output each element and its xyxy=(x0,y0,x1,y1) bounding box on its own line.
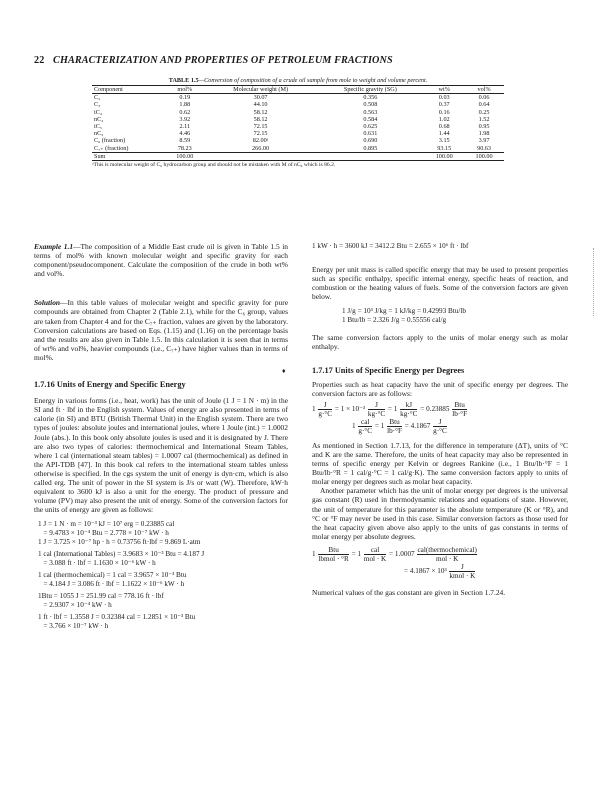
table-cell: 90.63 xyxy=(477,144,492,152)
table-cell: nC₅ xyxy=(94,130,104,138)
table-cell: 0.584 xyxy=(363,115,378,123)
table-cell: 3.97 xyxy=(478,137,490,145)
fraction-numerator: cal(thermochemical) xyxy=(417,545,477,554)
table-cell: 0.37 xyxy=(438,101,450,109)
heat-capacity-eq-a xyxy=(312,401,568,418)
table-cell: C₃ xyxy=(94,101,101,109)
energy-equation-line: = 3.088 ft · lbf = 1.1630 × 10⁻⁶ kW · h xyxy=(38,559,156,568)
table-footnote: ᵃThis is molecular weight of C₆ hydrocarbon group and should not be mistaken with M of nC₆ which is 86.2. xyxy=(92,162,336,169)
fraction-denominator: lb·°F xyxy=(387,426,402,435)
eq-b-lead: 1 xyxy=(352,422,356,430)
solution-label: Solution xyxy=(34,298,61,308)
table-cell: 82.00ᵃ xyxy=(252,137,269,145)
energy-equation-line: = 4.184 J = 3.086 ft · lbf = 1.1622 × 10⁻⁶ kW · h xyxy=(38,580,185,589)
specific-energy-paragraph: Energy per unit mass is called specific energy that may be used to present properties such as specific enthalpy, specific internal energy, specific heats of reaction, and combustion or the heating values of fuels. Some of the conversion factors are given below. xyxy=(312,265,568,302)
table-cell: 0.19 xyxy=(179,94,191,102)
fraction xyxy=(364,546,386,563)
fraction-numerator: Btu xyxy=(452,401,467,410)
example-text: —The composition of a Middle East crude oil is given in Table 1.5 in terms of mol% with known molecular weight and specific gravity for each component/pseudocomponent. Calculate the composition of the crude in both wt% and vol%. xyxy=(34,242,288,279)
table-cell: 1.02 xyxy=(438,115,450,123)
table-cell: C₂ xyxy=(94,94,101,102)
table-cell: 58.12 xyxy=(253,108,268,116)
energy-equation-line: = 9.4783 × 10⁻⁴ Btu = 2.778 × 10⁻⁷ kW · h xyxy=(38,529,169,538)
fraction-denominator: mol · K xyxy=(436,554,459,563)
table-cell: iC₅ xyxy=(94,123,103,131)
table-cell xyxy=(316,152,424,160)
fraction-numerator: J xyxy=(433,418,447,427)
heat-capacity-paragraph: Properties such as heat capacity have the unit of specific energy per degrees. The conversion factors are as follows: xyxy=(312,379,568,398)
table-cell: 0.95 xyxy=(478,123,490,131)
eq-b-mid: = 1 xyxy=(374,422,385,430)
section-heading-1717: 1.7.17 Units of Specific Energy per Degrees xyxy=(312,365,465,375)
table-column-header: wt% xyxy=(424,86,464,94)
solution xyxy=(34,298,288,362)
table-row xyxy=(92,116,504,123)
gas-constant-reference: Numerical values of the gas constant are given in Section 1.7.24. xyxy=(312,587,506,597)
table-cell: 72.15 xyxy=(253,130,268,138)
table-cell: 8.59 xyxy=(179,137,191,145)
table-cell: 3.15 xyxy=(438,137,450,145)
fraction-denominator: kg·°C xyxy=(400,409,418,418)
table-cell: 0.508 xyxy=(363,101,378,109)
fraction-numerator: Btu xyxy=(318,546,348,555)
table-cell: 1.44 xyxy=(438,130,450,138)
fraction-denominator: g·°C xyxy=(433,426,447,435)
table-cell: 0.64 xyxy=(478,101,490,109)
energy-equation-line: 1 J = 3.725 × 10⁻⁷ hp · h = 0.73756 ft·lbf = 9.869 L·atm xyxy=(38,538,201,547)
end-of-example-mark: ♦ xyxy=(282,367,286,375)
eq-c-mid2: = 1.0007 xyxy=(389,550,415,559)
fraction-denominator: kmol · K xyxy=(449,571,476,580)
molar-energy-paragraph: The same conversion factors apply to the units of molar energy such as molar enthalpy. xyxy=(312,333,568,352)
page-number: 22 xyxy=(34,55,45,66)
table-cell: 0.356 xyxy=(363,94,378,102)
fraction xyxy=(318,546,348,563)
fraction-numerator: J xyxy=(318,401,332,410)
table-cell: 0.16 xyxy=(438,108,450,116)
table-cell: 1.52 xyxy=(478,115,490,123)
energy-paragraph: Energy in various forms (i.e., heat, work) has the unit of Joule (1 J = 1 N · m) in the SI and ft · lbf in the English system. Values of energy are also presented in terms of calorie (in SI) and BTU (British Thermal Unit) in the English system. There are two types of joules: absolute joules and international joules, where 1 Joule (int.) = 1.0002 Joule (abs.). In this book only absolute joules is used and it is designated by J. There are also two types of calories: thermochemical and International Steam Tables, where 1 cal (international steam tables) = 1.0007 cal (thermochemical) as defined in the API-TDB [47]. In this book cal refers to the international steam tables unless otherwise is specified. In the cgs system the unit of energy is dyn·cm, which is also called erg. The unit of power in the SI system is J/s or watt (W). Therefore, kW·h equivalent to 3600 kJ is also a unit for the energy. The product of pressure and volume (PV) may also present the unit of energy. Some of the conversion factors for the units of energy are given as follows: xyxy=(34,396,288,515)
heat-capacity-eq-b xyxy=(312,418,568,435)
table-cell: 100.00 xyxy=(424,152,464,160)
eq-b-mid2: = 4.1867 xyxy=(404,422,431,430)
table-caption-text: —Conversion of composition of a crude oil sample from mole to weight and volume percent. xyxy=(198,77,428,84)
composition-table xyxy=(92,85,504,161)
table-row xyxy=(92,145,504,153)
energy-equation-line: 1 cal (thermochemical) = 1 cal = 3.9657 × 10⁻³ Btu xyxy=(38,571,187,580)
table-column-header: mol% xyxy=(165,86,205,94)
table-cell: 58.12 xyxy=(253,115,268,123)
table-cell: 0.62 xyxy=(179,108,191,116)
table-row xyxy=(92,109,504,116)
table-cell: 72.15 xyxy=(253,123,268,131)
delta-t-paragraph: As mentioned in Section 1.7.13, for the difference in temperature (ΔT), units of °C and K are the same. Therefore, the units of heat capacity may also be represented in terms of specific energy per Kelvin or degrees Rankine (i.e., 1 Btu/lb·°F = 1 Btu/lb·°R = 1 cal/g·°C = 1 cal/g·K). The same conversion factors apply to units of molar energy per degrees such as molar heat capacity. xyxy=(312,440,568,487)
eq-c-mid: = 1 xyxy=(351,550,362,559)
fraction-denominator: g·°C xyxy=(358,426,373,435)
table-row xyxy=(92,94,504,102)
fraction xyxy=(449,563,475,580)
table-row xyxy=(92,101,504,108)
table-sum-row xyxy=(92,152,504,160)
energy-equation-line: = 2.9307 × 10⁻⁴ kW · h xyxy=(38,601,112,610)
table-column-header: Component xyxy=(92,86,165,94)
table-cell: 3.92 xyxy=(179,115,191,123)
table-cell: 93.15 xyxy=(437,144,452,152)
right-column xyxy=(312,242,568,597)
running-header xyxy=(34,55,574,66)
eq-d-lead: = 4.1867 × 10³ xyxy=(404,567,447,576)
table-caption xyxy=(92,77,504,84)
gas-constant-eq-d xyxy=(312,563,568,580)
solution-text: —In this table values of molecular weight and specific gravity for pure compounds are obtained from Chapter 2 (Table 2.1), while for the C₆ group, values are taken from Chapter 4 and for the C₇₊ fraction, values are given by the laboratory. Conversion calculations are based on Eqs. (1.15) and (1.16) on the percentage basis and the results are also given in Table 1.5. In this calculation it is seen that in terms of wt% and vol%, heavier compounds (i.e., C₇₊) have higher values than in terms of mol%. xyxy=(34,298,288,362)
table-column-header: Specific gravity (SG) xyxy=(316,86,424,94)
table-cell: iC₄ xyxy=(94,108,103,116)
fraction-numerator: kJ xyxy=(400,401,417,410)
specific-energy-eq1: 1 J/g = 10³ J/kg = 1 kJ/kg = 0.42993 Btu/lb xyxy=(342,307,466,316)
table-cell: 0.06 xyxy=(478,94,490,102)
table-cell: 100.00 xyxy=(464,152,504,160)
table-row xyxy=(92,123,504,130)
table-cell xyxy=(205,152,317,160)
running-title: CHARACTERIZATION AND PROPERTIES OF PETROLEUM FRACTIONS xyxy=(53,55,393,66)
table-cell: 78.23 xyxy=(177,144,192,152)
fraction xyxy=(433,418,447,435)
eq-a-lead: 1 xyxy=(312,405,316,413)
table-cell: 0.625 xyxy=(363,123,378,131)
table-cell: 0.563 xyxy=(363,108,378,116)
energy-equation-line: 1 ft · lbf = 1.3558 J = 0.32384 cal = 1.2851 × 10⁻³ Btu xyxy=(38,613,196,622)
table-cell: C₆ (fraction) xyxy=(94,137,126,145)
fraction-numerator: Btu xyxy=(387,418,402,427)
margin-dotted-line xyxy=(593,248,594,316)
fraction-denominator: kg·°C xyxy=(367,409,386,418)
table-cell: C₇₊ (fraction) xyxy=(94,144,129,152)
gas-constant-eq-c xyxy=(312,546,568,563)
fraction xyxy=(368,401,385,418)
eq-a-mid3: = 0.23885 xyxy=(420,405,450,413)
section-heading-1716: 1.7.16 Units of Energy and Specific Energy xyxy=(34,380,186,390)
table-cell: 0.895 xyxy=(363,144,378,152)
table-1-5 xyxy=(92,77,504,168)
table-cell: 1.98 xyxy=(478,130,490,138)
energy-equation-line: 1 cal (International Tables) = 3.9683 × 10⁻³ Btu = 4.187 J xyxy=(38,550,205,559)
table-header-row xyxy=(92,86,504,94)
table-cell: 0.631 xyxy=(363,130,378,138)
eq-a-mid2: = 1 xyxy=(387,405,398,413)
table-cell: 30.07 xyxy=(253,94,268,102)
left-column xyxy=(34,242,288,631)
example-label: Example 1.1 xyxy=(34,242,74,251)
eq-a-mid: = 1 × 10⁻³ xyxy=(334,405,366,413)
fraction-numerator: J xyxy=(449,563,475,572)
fraction xyxy=(452,401,467,418)
table-cell: nC₄ xyxy=(94,115,104,123)
energy-equations xyxy=(34,520,288,631)
fraction xyxy=(387,418,402,435)
kwh-equation: 1 kW · h = 3600 kJ = 3412.2 Btu = 2.655 × 10⁶ ft · lbf xyxy=(312,242,469,250)
fraction-denominator: lbmol · °R xyxy=(318,554,349,563)
table-label: TABLE 1.5 xyxy=(168,77,199,84)
table-cell: 2.11 xyxy=(179,123,191,131)
fraction-denominator: g·°C xyxy=(318,409,333,418)
table-cell: 4.46 xyxy=(179,130,191,138)
energy-equation-line: 1Btu = 1055 J = 251.99 cal = 778.16 ft · lbf xyxy=(38,592,164,601)
table-row xyxy=(92,137,504,144)
table-cell: 0.03 xyxy=(438,94,450,102)
gas-constant-paragraph: Another parameter which has the unit of molar energy per degrees is the universal gas constant (R) used in thermodynamic relations and equations of state. However, the unit of temperature for this parameter is the absolute temperature (K or °R), and °C or °F may never be used in this case. Similar conversion factors as those used for the heat capacity given above also apply to the units of gas constants in terms of molar energy per absolute degrees. xyxy=(312,486,568,541)
table-cell: Sum xyxy=(92,152,165,160)
fraction-denominator: mol · K xyxy=(363,554,387,563)
fraction-numerator: cal xyxy=(358,418,372,427)
table-cell: 0.690 xyxy=(363,137,378,145)
fraction-numerator: cal xyxy=(364,546,386,555)
table-cell: 0.68 xyxy=(438,123,450,131)
table-cell: 44.10 xyxy=(253,101,268,109)
example-1-1 xyxy=(34,242,288,278)
fraction xyxy=(400,401,417,418)
table-row xyxy=(92,130,504,137)
specific-energy-eq2: 1 Btu/lb = 2.326 J/g = 0.55556 cal/g xyxy=(342,316,447,325)
table-cell: 266.00 xyxy=(252,144,270,152)
table-cell: 100.00 xyxy=(165,152,205,160)
fraction xyxy=(318,401,332,418)
table-column-header: vol% xyxy=(464,86,504,94)
energy-equation-line: = 3.766 × 10⁻⁷ kW · h xyxy=(38,622,109,631)
table-cell: 0.25 xyxy=(478,108,490,116)
fraction xyxy=(417,546,476,563)
energy-equation-line: 1 J = 1 N · m = 10⁻³ kJ = 10⁷ erg = 0.23885 cal xyxy=(38,520,175,529)
fraction-denominator: lb·°F xyxy=(452,409,468,418)
eq-c-lead: 1 xyxy=(312,550,316,559)
table-column-header: Molecular weight (M) xyxy=(205,86,317,94)
table-cell: 1.88 xyxy=(179,101,191,109)
fraction-numerator: J xyxy=(368,401,385,410)
fraction xyxy=(358,418,372,435)
